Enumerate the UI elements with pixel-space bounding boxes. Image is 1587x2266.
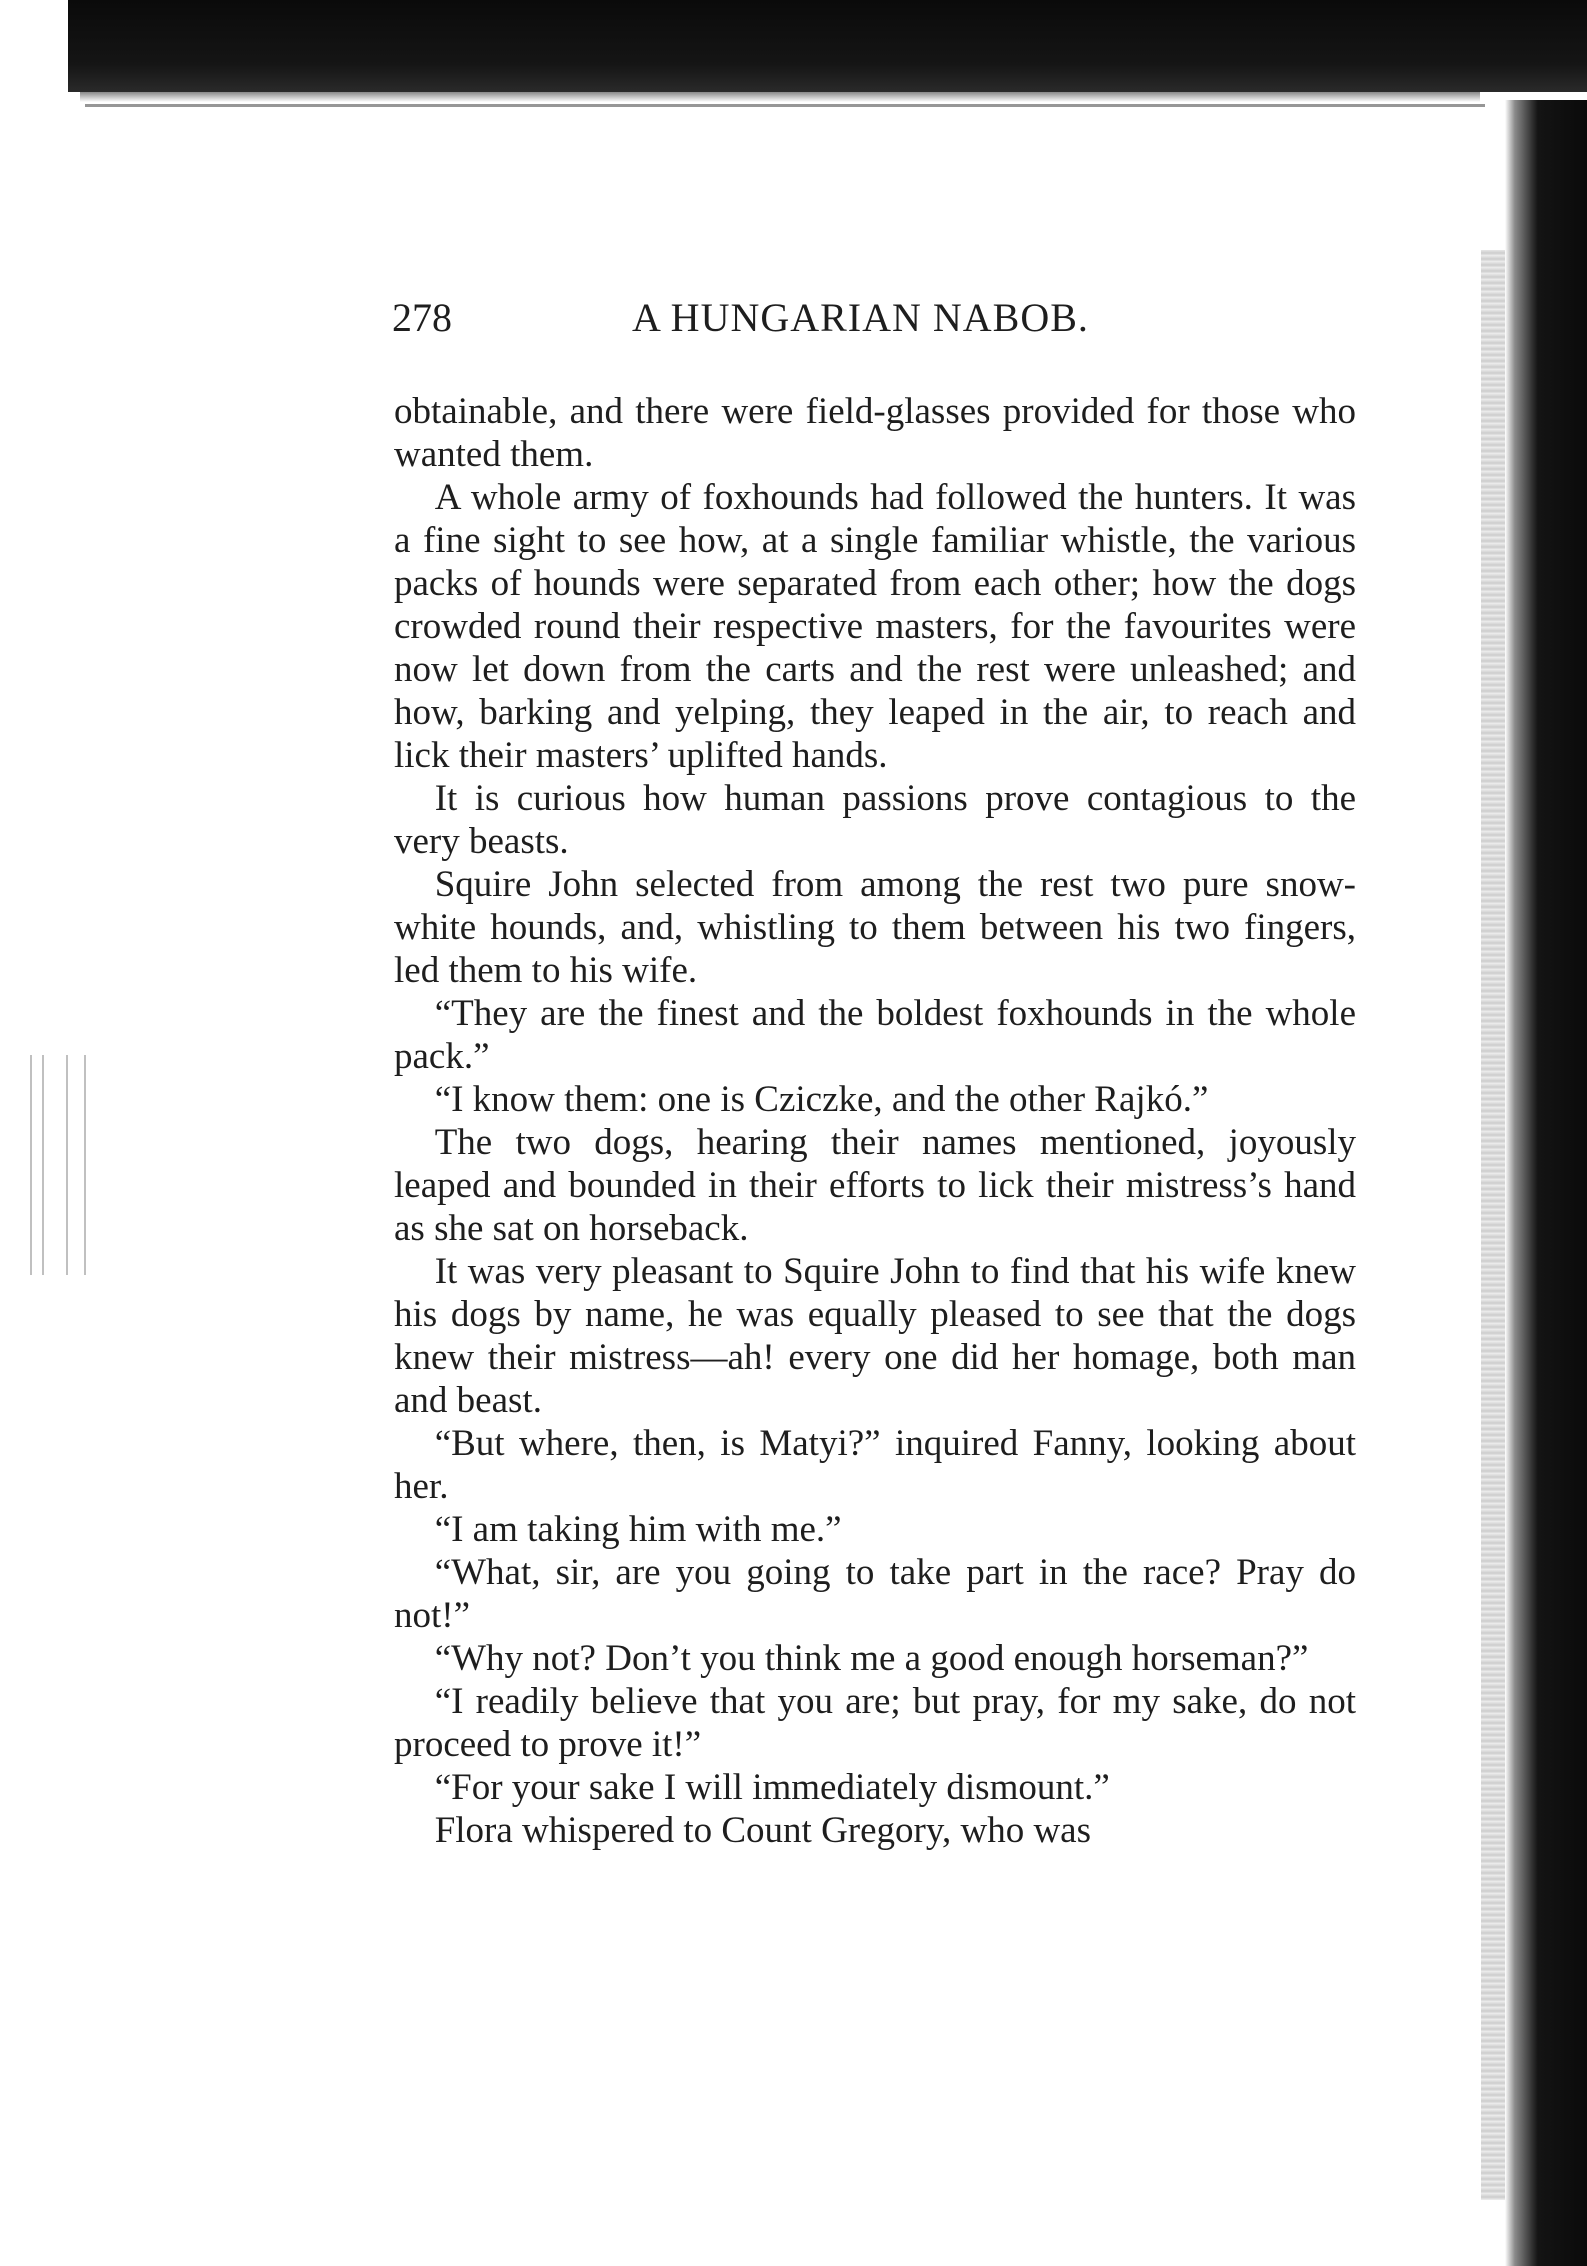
paragraph-11: “What, sir, are you going to take part in the race? Pray do not!” [394, 1552, 1356, 1636]
paragraph-14: “For your sake I will immediately dismount.” [434, 1767, 1110, 1808]
scan-top-rule [85, 104, 1485, 107]
paragraph-4: Squire John selected from among the rest two pure snow-white hounds, and, whistling to them between his two fingers, led them to his wife. [394, 864, 1356, 991]
paragraph-6: “I know them: one is Cziczke, and the other Rajkó.” [434, 1079, 1209, 1120]
page-header [392, 288, 1392, 348]
paragraph-13: “I readily believe that you are; but pray, for my sake, do not proceed to prove it!” [394, 1681, 1356, 1765]
paragraph-15: Flora whispered to Count Gregory, who was [434, 1810, 1091, 1851]
scan-page-stack [1481, 250, 1505, 2200]
body-text [394, 390, 1356, 1852]
paragraph-1: obtainable, and there were field-glasses provided for those who wanted them. [394, 391, 1356, 475]
running-title: A HUNGARIAN NABOB. [632, 295, 1089, 340]
page-number: 278 [392, 295, 452, 340]
margin-marks [28, 1055, 98, 1275]
scan-top-band [68, 0, 1587, 92]
scan-binding-edge [1505, 100, 1587, 2266]
paragraph-12: “Why not? Don’t you think me a good enough horseman?” [434, 1638, 1309, 1679]
paragraph-5: “They are the finest and the boldest foxhounds in the whole pack.” [394, 993, 1356, 1077]
paragraph-3: It is curious how human passions prove contagious to the very beasts. [394, 778, 1356, 862]
paragraph-10: “I am taking him with me.” [434, 1509, 842, 1550]
scan-top-shadow [80, 92, 1480, 102]
paragraph-9: “But where, then, is Matyi?” inquired Fanny, looking about her. [394, 1423, 1356, 1507]
paragraph-7: The two dogs, hearing their names mentioned, joyously leaped and bounded in their efforts to lick their mistress’s hand as she sat on horseback. [394, 1122, 1356, 1249]
paragraph-2: A whole army of foxhounds had followed the hunters. It was a fine sight to see how, at a single familiar whistle, the various packs of hounds were separated from each other; how the dogs crowded round their respective masters, for the favourites were now let down from the carts and the rest were unleashed; and how, barking and yelping, they leaped in the air, to reach and lick their masters’ uplifted hands. [394, 477, 1356, 776]
paragraph-8: It was very pleasant to Squire John to find that his wife knew his dogs by name, he was equally pleased to see that the dogs knew their mistress—ah! every one did her homage, both man and beast. [394, 1251, 1356, 1421]
